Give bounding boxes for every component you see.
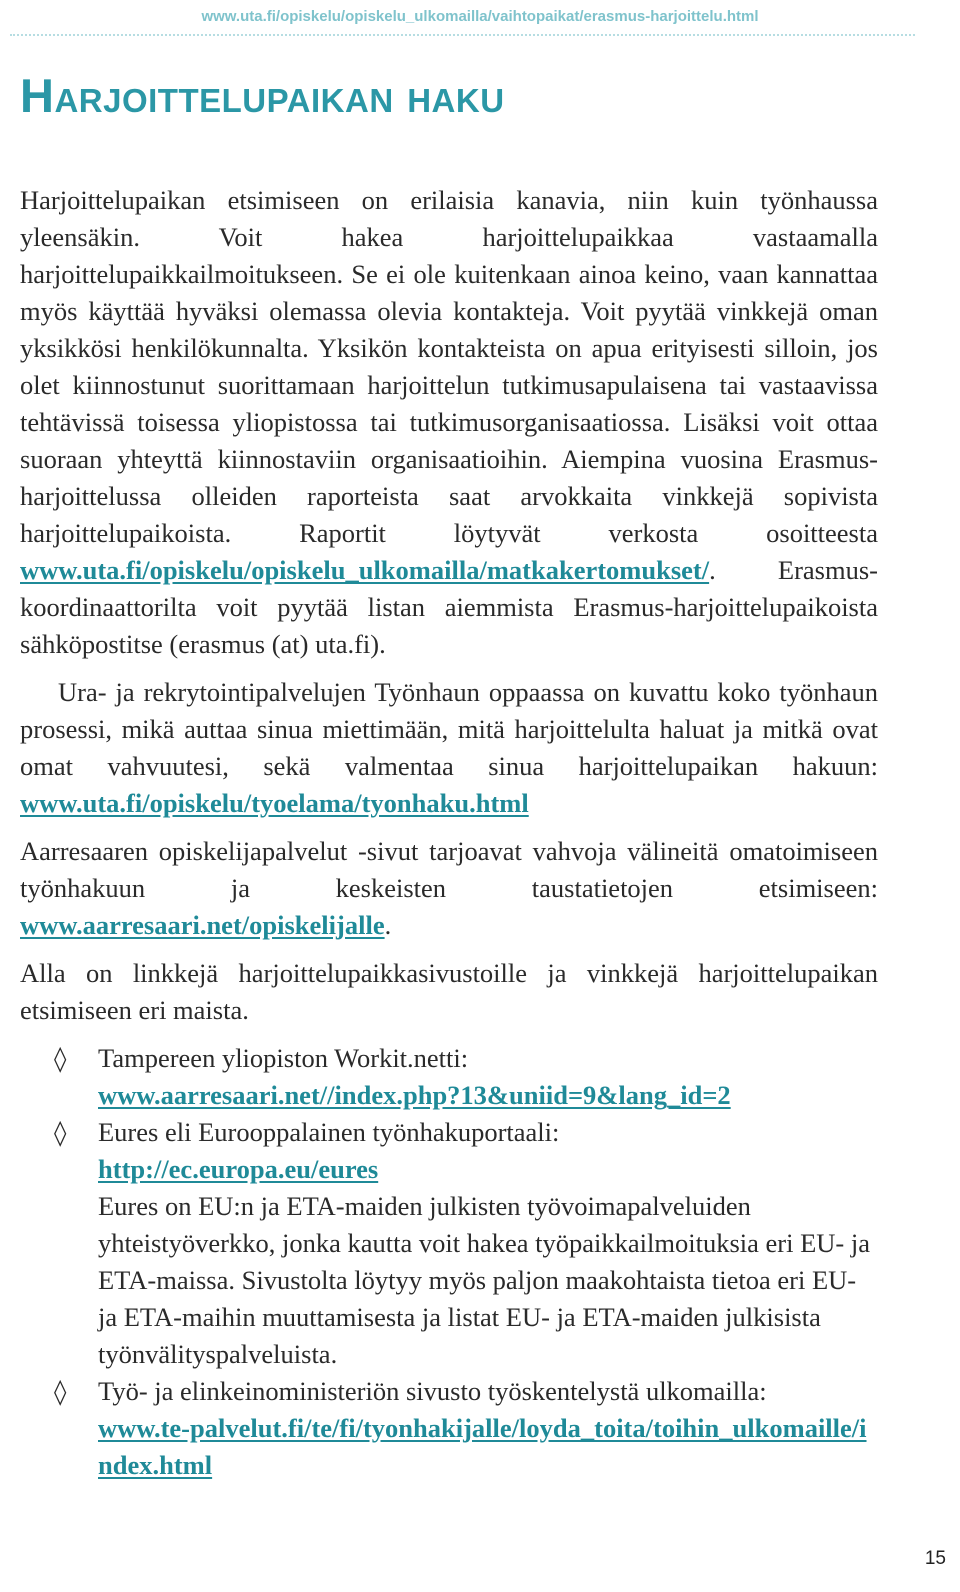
list-item-workit [20,1040,878,1114]
list-item-eures [20,1114,878,1373]
list-item-label: Tampereen yliopiston Workit.netti: [98,1043,469,1073]
aarresaari-text-end: . [384,910,392,940]
links-intro-paragraph: Alla on linkkejä harjoittelupaikkasivustoille ja vinkkejä harjoittelupaikan etsimiseen eri maista. [20,958,878,1025]
te-palvelut-link[interactable]: www.te-palvelut.fi/te/fi/tyonhakijalle/loyda_toita/toihin_ulkomaille/index.html [98,1413,867,1480]
main-content [20,182,878,1484]
links-list [20,1040,878,1484]
aarresaari-link[interactable]: www.aarresaari.net/opiskelijalle [20,910,385,940]
aarresaari-paragraph [20,833,878,944]
diamond-bullet-icon: ◊ [54,1377,67,1406]
guide-text: Ura- ja rekrytointipalvelujen Työnhaun oppaassa on kuvattu koko työnhaun prosessi, mikä auttaa sinua miettimään, mitä harjoittelulta haluat ja mitkä ovat omat vahvuutesi, sekä valmentaa sinua harjoittelupaikan hakuun: [20,677,878,781]
header-divider [10,34,915,36]
reports-link[interactable]: www.uta.fi/opiskelu/opiskelu_ulkomailla/matkakertomukset/ [20,555,710,585]
page-title: Harjoittelupaikan haku [20,69,505,122]
workit-link[interactable]: www.aarresaari.net//index.php?13&uniid=9&lang_id=2 [98,1080,731,1110]
page-number: 15 [924,1548,946,1569]
list-item-label: Eures eli Eurooppalainen työnhakuportaali: [98,1117,560,1147]
list-item-label: Työ- ja elinkeinoministeriön sivusto työskentelystä ulkomailla: [98,1376,767,1406]
intro-text-end: . Erasmus-koordinaattorilta voit pyytää listan aiemmista Erasmus-harjoittelupaikoista sähköpostitse (erasmus (at) uta.fi). [20,555,878,659]
aarresaari-text: Aarresaaren opiskelijapalvelut -sivut tarjoavat vahvoja välineitä omatoimiseen työnhakuun ja keskeisten taustatietojen etsimiseen: [20,836,878,903]
jobsearch-guide-paragraph [20,674,878,822]
intro-text: Harjoittelupaikan etsimiseen on erilaisia kanavia, niin kuin työnhaussa yleensäkin. Voit hakea harjoittelupaikkaa vastaamalla harjoittelupaikkailmoitukseen. Se ei ole kuitenkaan ainoa keino, vaan kannattaa myös käyttää hyväksi olemassa olevia kontakteja. Voit pyytää vinkkejä oman yksikkösi henkilökunnalta. Yksikön kontakteista on apua erityisesti silloin, jos olet kiinnostunut suorittamaan harjoittelun tutkimusapulaisena tai vastaavissa tehtävissä toisessa yliopistossa tai tutkimusorganisaatiossa. Lisäksi voit ottaa suoraan yhteyttä kiinnostaviin organisaatioihin. Aiempina vuosina Erasmus-harjoittelussa olleiden raporteista saat arvokkaita vinkkejä sopivista harjoittelupaikoista. Raportit löytyvät verkosta osoitteesta [20,185,878,548]
diamond-bullet-icon: ◊ [54,1118,67,1147]
jobsearch-guide-link[interactable]: www.uta.fi/opiskelu/tyoelama/tyonhaku.html [20,788,529,818]
list-item-te-palvelut [20,1373,878,1484]
eures-link[interactable]: http://ec.europa.eu/eures [98,1154,379,1184]
diamond-bullet-icon: ◊ [54,1044,67,1073]
page-header-url: www.uta.fi/opiskelu/opiskelu_ulkomailla/vaihtopaikat/erasmus-harjoittelu.html [201,8,759,25]
intro-paragraph [20,182,878,663]
list-item-description: Eures on EU:n ja ETA-maiden julkisten työvoimapalveluiden yhteistyöverkko, jonka kautta voit hakea työpaikkailmoituksia eri EU- ja ETA-maissa. Sivustolta löytyy myös paljon maakohtaista tietoa eri EU- ja ETA-maihin muuttamisesta ja listat EU- ja ETA-maiden julkisista työnvälityspalveluista. [98,1191,870,1369]
